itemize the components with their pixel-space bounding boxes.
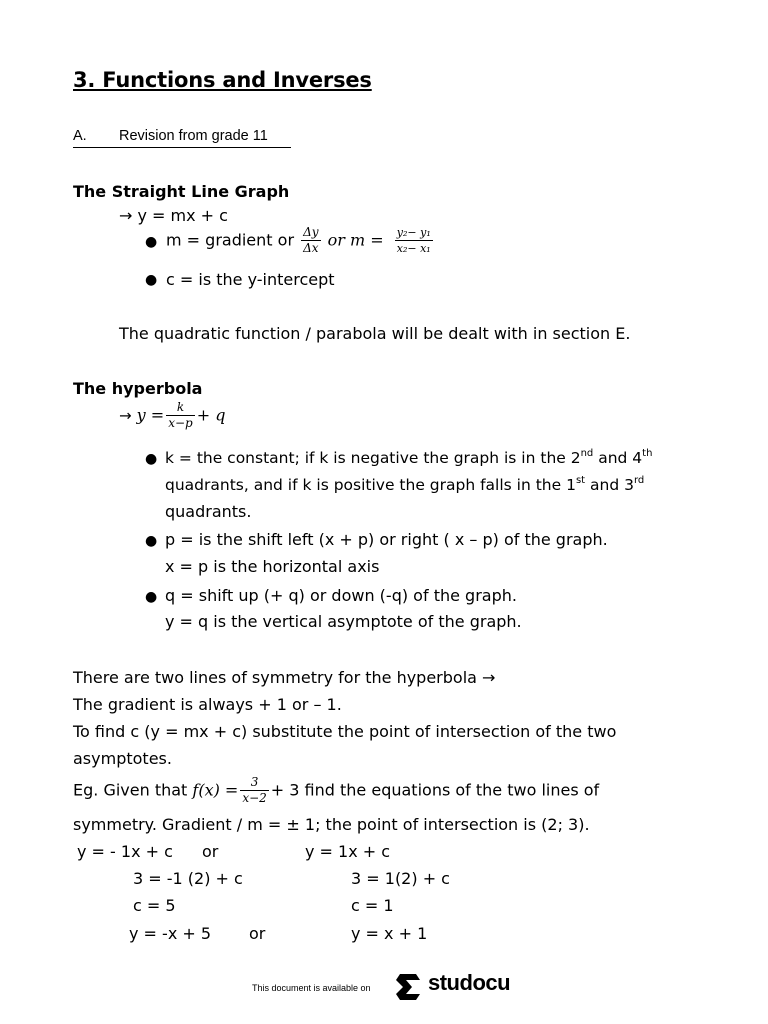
working-r4-or: or [249, 924, 266, 943]
working-r1-left: y = - 1x + c [77, 842, 173, 861]
two-point-denominator: x₂− x₁ [396, 242, 431, 255]
working-r3-left: c = 5 [133, 896, 176, 915]
hyperbola-rhs: + q [196, 405, 226, 425]
k-line-2-text-b: and 3 [585, 476, 634, 494]
hyperbola-equation [119, 401, 225, 430]
p-line-2: x = p is the horizontal axis [165, 557, 380, 576]
example-fraction [240, 776, 268, 805]
studocu-brand[interactable]: studocu [428, 970, 511, 995]
straight-line-heading: The Straight Line Graph [73, 182, 290, 201]
working-r1-right: y = 1x + c [305, 842, 391, 861]
superscript: st [575, 475, 586, 486]
section-letter: A. [73, 128, 87, 144]
delta-fraction [301, 226, 320, 255]
k-line-1 [165, 447, 652, 469]
k-line-2 [165, 474, 644, 496]
symmetry-line-3: To find c (y = mx + c) substitute the point of intersection of the two [73, 722, 617, 741]
hyperbola-lhs: y = [136, 405, 165, 425]
q-line-2: y = q is the vertical asymptote of the graph. [165, 612, 522, 631]
gradient-or-m: or m = [327, 230, 384, 250]
example-denominator: x−2 [242, 791, 267, 805]
hyperbola-numerator: k [166, 401, 195, 416]
working-r4-right: y = x + 1 [351, 924, 428, 943]
two-point-fraction [395, 226, 433, 255]
quadratic-note: The quadratic function / parabola will be dealt with in section E. [119, 324, 631, 343]
working-r2-right: 3 = 1(2) + c [351, 869, 450, 888]
hyperbola-denominator: x−p [168, 416, 193, 430]
bullet-icon: ● [145, 451, 158, 467]
example-fx: f(x) = [192, 780, 239, 800]
working-r2-left: 3 = -1 (2) + c [133, 869, 243, 888]
page-title: 3. Functions and Inverses [73, 68, 372, 92]
symmetry-line-4: asymptotes. [73, 749, 172, 768]
example-numerator: 3 [240, 776, 268, 791]
delta-numerator: Δy [303, 225, 319, 239]
q-line-1: q = shift up (+ q) or down (-q) of the graph. [165, 586, 517, 605]
bullet-icon: ● [145, 533, 158, 549]
superscript: nd [580, 448, 594, 459]
bullet-icon: ● [145, 272, 158, 288]
k-line-1-text-b: and 4 [593, 449, 643, 467]
straight-line-equation: → y = mx + c [119, 206, 228, 225]
symmetry-line-2: The gradient is always + 1 or – 1. [73, 695, 342, 714]
example-text-b: + 3 find the equations of the two lines of [270, 780, 600, 800]
hyperbola-heading: The hyperbola [73, 379, 203, 398]
delta-denominator: Δx [303, 241, 319, 255]
working-r3-right: c = 1 [351, 896, 394, 915]
studocu-logo-icon[interactable] [394, 972, 424, 1002]
symmetry-line-6: symmetry. Gradient / m = ± 1; the point of intersection is (2; 3). [73, 815, 590, 834]
symmetry-line-1: There are two lines of symmetry for the hyperbola → [73, 668, 496, 687]
working-r1-or: or [202, 842, 219, 861]
p-line-1: p = is the shift left (x + p) or right ( x – p) of the graph. [165, 530, 608, 549]
k-line-3: quadrants. [165, 502, 252, 521]
gradient-definition [166, 226, 435, 255]
example-text: Eg. Given that [73, 780, 193, 800]
arrow-icon: → [119, 406, 132, 425]
bullet-icon: ● [145, 589, 158, 605]
intercept-definition: c = is the y-intercept [166, 270, 335, 289]
k-line-2-text: quadrants, and if k is positive the graph falls in the 1 [165, 476, 576, 494]
example-line [73, 776, 599, 805]
footer-note: This document is available on [252, 983, 371, 993]
k-line-1-text: k = the constant; if k is negative the graph is in the 2 [165, 449, 581, 467]
section-title: Revision from grade 11 [119, 128, 268, 144]
superscript: th [642, 448, 653, 459]
bullet-icon: ● [145, 234, 158, 250]
section-heading [73, 128, 291, 148]
hyperbola-fraction [166, 401, 195, 430]
two-point-numerator: y₂− y₁ [396, 226, 431, 239]
gradient-text: m = gradient or [166, 230, 300, 250]
superscript: rd [633, 475, 645, 486]
working-r4-left: y = -x + 5 [129, 924, 212, 943]
